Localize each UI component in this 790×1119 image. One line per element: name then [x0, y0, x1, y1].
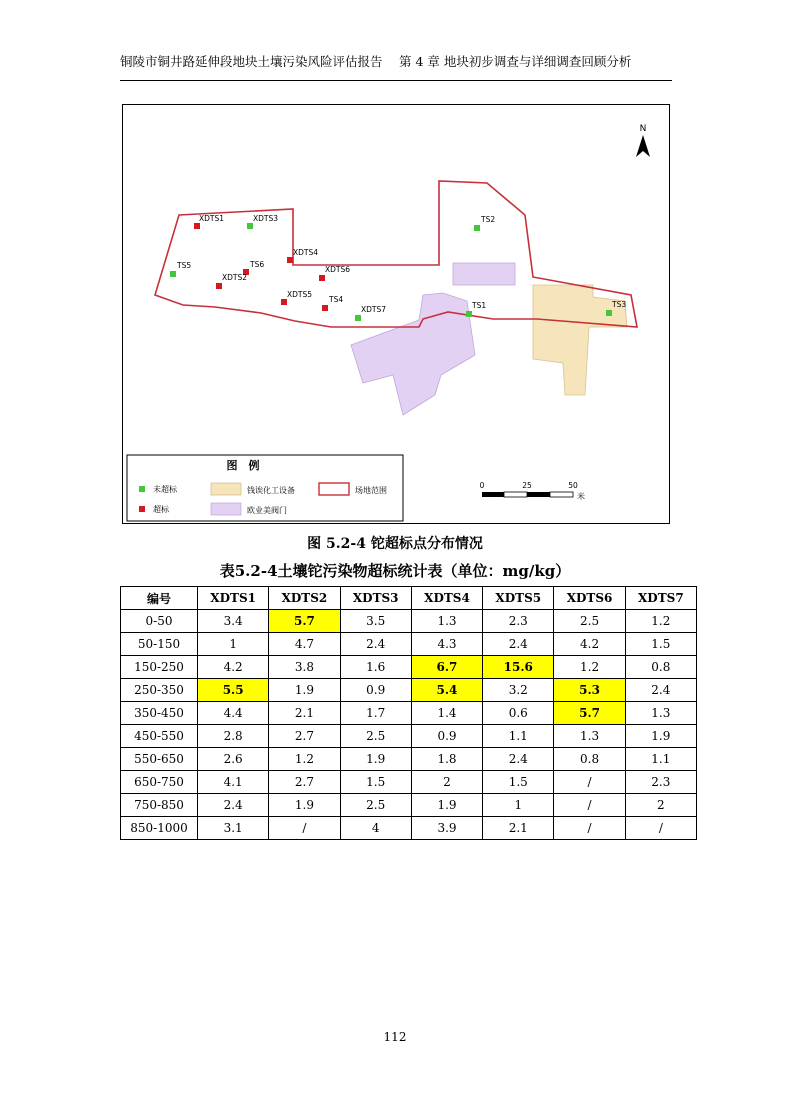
- table-row: [121, 771, 697, 794]
- point-label-xdts4: XDTS4: [293, 248, 319, 257]
- header-cell-xdts3: XDTS3: [340, 587, 411, 610]
- header-cell-id: 编号: [121, 587, 198, 610]
- depth-cell: 250-350: [121, 679, 198, 702]
- table-row: [121, 610, 697, 633]
- point-label-xdts1: XDTS1: [199, 214, 225, 223]
- table-row: [121, 679, 697, 702]
- value-cell: 2.1: [483, 817, 554, 840]
- point-marker-xdts6: [319, 275, 325, 281]
- figure-caption: 图 5.2-4 铊超标点分布情况: [307, 536, 483, 552]
- table-body: [121, 610, 697, 840]
- north-arrow-icon: [636, 135, 650, 157]
- header-cell-xdts1: XDTS1: [198, 587, 269, 610]
- scale-tick-50: 50: [568, 481, 578, 490]
- value-cell: 2.5: [340, 725, 411, 748]
- point-marker-xdts2: [216, 283, 222, 289]
- value-cell: 2.4: [483, 633, 554, 656]
- value-cell: 3.1: [198, 817, 269, 840]
- header-rule: [120, 80, 672, 81]
- thallium-exceedance-table: [120, 586, 697, 840]
- table-row: [121, 817, 697, 840]
- point-marker-xdts5: [281, 299, 287, 305]
- ouye-area-small: [453, 263, 515, 285]
- point-marker-xdts1: [194, 223, 200, 229]
- header-cell-xdts7: XDTS7: [625, 587, 696, 610]
- depth-cell: 550-650: [121, 748, 198, 771]
- legend-marker-not-exceed: [139, 486, 145, 492]
- value-cell: 2.5: [340, 794, 411, 817]
- value-cell: 1.9: [269, 794, 340, 817]
- table-row: [121, 702, 697, 725]
- north-label: N: [639, 124, 647, 134]
- point-label-ts3: TS3: [612, 300, 627, 309]
- value-cell: 1.5: [483, 771, 554, 794]
- point-label-ts5: TS5: [177, 261, 192, 270]
- value-cell: 0.9: [340, 679, 411, 702]
- value-cell: 2.3: [625, 771, 696, 794]
- value-cell: 2.8: [198, 725, 269, 748]
- header-cell-xdts2: XDTS2: [269, 587, 340, 610]
- value-cell: 5.4: [411, 679, 482, 702]
- point-marker-ts1: [466, 311, 472, 317]
- value-cell: 4.4: [198, 702, 269, 725]
- page-number: 112: [383, 1030, 407, 1044]
- value-cell: 2.7: [269, 725, 340, 748]
- value-cell: 1: [483, 794, 554, 817]
- page-header: 铜陵市铜井路延伸段地块土壤污染风险评估报告 第 4 章 地块初步调查与详细调查回顾分析: [120, 54, 632, 69]
- value-cell: 1.9: [625, 725, 696, 748]
- value-cell: 6.7: [411, 656, 482, 679]
- depth-cell: 850-1000: [121, 817, 198, 840]
- value-cell: 4.1: [198, 771, 269, 794]
- table-row: [121, 656, 697, 679]
- value-cell: 1.2: [625, 610, 696, 633]
- value-cell: 2.4: [625, 679, 696, 702]
- point-label-xdts3: XDTS3: [253, 214, 279, 223]
- value-cell: 1.6: [340, 656, 411, 679]
- value-cell: 0.6: [483, 702, 554, 725]
- point-label-xdts2: XDTS2: [222, 273, 248, 282]
- depth-cell: 350-450: [121, 702, 198, 725]
- scale-tick-0: 0: [479, 481, 485, 490]
- value-cell: 2.1: [269, 702, 340, 725]
- value-cell: 3.9: [411, 817, 482, 840]
- point-label-ts1: TS1: [472, 301, 487, 310]
- value-cell: 1.3: [554, 725, 625, 748]
- table-header-row: [121, 587, 697, 610]
- legend-swatch-ouye: [211, 503, 241, 515]
- table-row: [121, 633, 697, 656]
- value-cell: 5.7: [269, 610, 340, 633]
- point-marker-xdts4: [287, 257, 293, 263]
- value-cell: 3.2: [483, 679, 554, 702]
- value-cell: 1.9: [411, 794, 482, 817]
- scale-bar: [480, 481, 585, 501]
- value-cell: 2.4: [483, 748, 554, 771]
- value-cell: 1.9: [269, 679, 340, 702]
- value-cell: 1.5: [340, 771, 411, 794]
- value-cell: 2.4: [198, 794, 269, 817]
- value-cell: 1.1: [483, 725, 554, 748]
- table-caption: 表5.2-4土壤铊污染物超标统计表（单位：mg/kg）: [219, 562, 571, 580]
- table-row: [121, 725, 697, 748]
- scale-tick-25: 25: [522, 481, 532, 490]
- depth-cell: 750-850: [121, 794, 198, 817]
- value-cell: 2.7: [269, 771, 340, 794]
- value-cell: 3.5: [340, 610, 411, 633]
- value-cell: /: [554, 817, 625, 840]
- table-row: [121, 748, 697, 771]
- value-cell: 5.7: [554, 702, 625, 725]
- point-label-ts6: TS6: [250, 260, 265, 269]
- value-cell: 1.2: [269, 748, 340, 771]
- value-cell: /: [554, 771, 625, 794]
- depth-cell: 650-750: [121, 771, 198, 794]
- value-cell: 1.8: [411, 748, 482, 771]
- value-cell: 5.3: [554, 679, 625, 702]
- header-cell-xdts4: XDTS4: [411, 587, 482, 610]
- value-cell: 4.2: [554, 633, 625, 656]
- legend-qiangu: 钱诶化工设备: [247, 486, 295, 495]
- header-cell-xdts5: XDTS5: [483, 587, 554, 610]
- value-cell: 2.6: [198, 748, 269, 771]
- scale-unit: 米: [577, 492, 585, 501]
- legend-ouye: 欧业美阀门: [247, 506, 287, 515]
- depth-cell: 450-550: [121, 725, 198, 748]
- depth-cell: 0-50: [121, 610, 198, 633]
- value-cell: 1.1: [625, 748, 696, 771]
- legend-title: 图 例: [226, 459, 260, 472]
- depth-cell: 150-250: [121, 656, 198, 679]
- point-marker-ts5: [170, 271, 176, 277]
- point-label-ts4: TS4: [329, 295, 344, 304]
- table-row: [121, 794, 697, 817]
- value-cell: /: [554, 794, 625, 817]
- depth-cell: 50-150: [121, 633, 198, 656]
- value-cell: 3.8: [269, 656, 340, 679]
- point-label-xdts6: XDTS6: [325, 265, 351, 274]
- value-cell: 1.4: [411, 702, 482, 725]
- map-legend: [127, 455, 403, 521]
- value-cell: 3.4: [198, 610, 269, 633]
- site-map: [122, 104, 670, 524]
- value-cell: 0.8: [625, 656, 696, 679]
- point-marker-ts2: [474, 225, 480, 231]
- legend-site: 场地范围: [355, 486, 387, 495]
- value-cell: 1.2: [554, 656, 625, 679]
- value-cell: 1.3: [625, 702, 696, 725]
- value-cell: 1.3: [411, 610, 482, 633]
- value-cell: /: [269, 817, 340, 840]
- value-cell: 4.7: [269, 633, 340, 656]
- value-cell: 1.7: [340, 702, 411, 725]
- value-cell: 4.2: [198, 656, 269, 679]
- legend-not-exceed: 未超标: [153, 485, 177, 494]
- value-cell: 5.5: [198, 679, 269, 702]
- value-cell: 4: [340, 817, 411, 840]
- legend-swatch-qiangu: [211, 483, 241, 495]
- point-marker-xdts3: [247, 223, 253, 229]
- point-marker-ts3: [606, 310, 612, 316]
- value-cell: 2: [625, 794, 696, 817]
- value-cell: 4.3: [411, 633, 482, 656]
- value-cell: 1.5: [625, 633, 696, 656]
- value-cell: 1: [198, 633, 269, 656]
- value-cell: 2.4: [340, 633, 411, 656]
- value-cell: 2.5: [554, 610, 625, 633]
- value-cell: /: [625, 817, 696, 840]
- point-label-xdts7: XDTS7: [361, 305, 387, 314]
- value-cell: 0.8: [554, 748, 625, 771]
- value-cell: 2.3: [483, 610, 554, 633]
- point-marker-ts4: [322, 305, 328, 311]
- value-cell: 1.9: [340, 748, 411, 771]
- point-label-ts2: TS2: [481, 215, 496, 224]
- legend-exceed: 超标: [153, 505, 169, 514]
- value-cell: 0.9: [411, 725, 482, 748]
- legend-marker-exceed: [139, 506, 145, 512]
- value-cell: 2: [411, 771, 482, 794]
- point-marker-xdts7: [355, 315, 361, 321]
- header-cell-xdts6: XDTS6: [554, 587, 625, 610]
- value-cell: 15.6: [483, 656, 554, 679]
- point-label-xdts5: XDTS5: [287, 290, 313, 299]
